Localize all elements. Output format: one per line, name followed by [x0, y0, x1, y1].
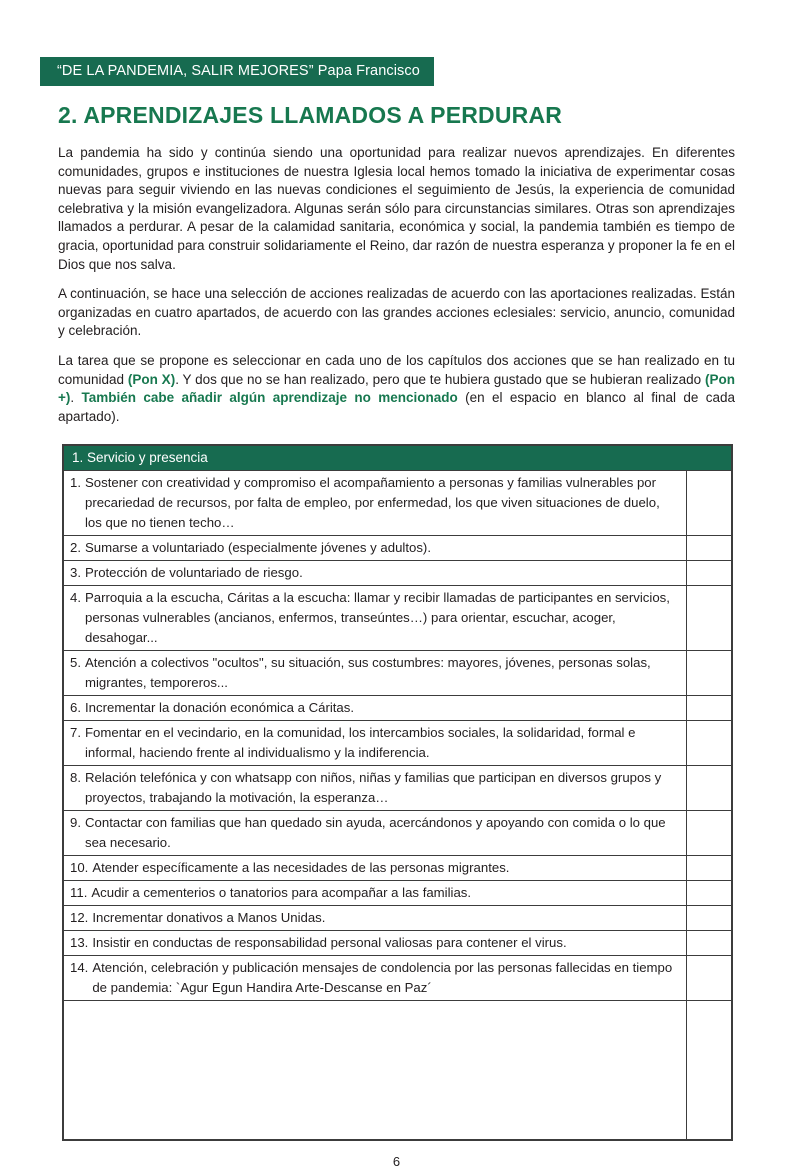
row-number: 5.	[70, 654, 81, 670]
row-number: 10.	[70, 859, 89, 875]
row-text-cell	[64, 561, 686, 585]
row-text-cell	[64, 536, 686, 560]
table-row	[64, 535, 731, 560]
row-text: Protección de voluntariado de riesgo.	[85, 564, 303, 580]
checkbox-cell[interactable]	[686, 881, 731, 905]
row-text-cell	[64, 881, 686, 905]
table-body	[64, 470, 731, 1000]
row-text-cell	[64, 471, 686, 535]
page-title: 2. APRENDIZAJES LLAMADOS A PERDURAR	[58, 102, 563, 128]
table-row	[64, 930, 731, 955]
paragraphs	[58, 144, 735, 426]
paragraph-text: La tarea que se propone es seleccionar en cada uno de los capítulos dos acciones que se han realizado en tu comunidad	[58, 352, 735, 387]
row-number: 2.	[70, 539, 81, 555]
row-number: 3.	[70, 564, 81, 580]
row-text-cell	[64, 721, 686, 765]
highlight-text: (Pon X)	[127, 371, 176, 387]
row-number: 8.	[70, 769, 81, 785]
row-text: Incrementar la donación económica a Cáritas.	[85, 699, 355, 715]
checkbox-cell[interactable]	[686, 1001, 731, 1139]
table-row	[64, 470, 731, 535]
checkbox-cell[interactable]	[686, 906, 731, 930]
table-row	[64, 880, 731, 905]
row-number: 4.	[70, 589, 81, 605]
row-text: Relación telefónica y con whatsapp con niños, niñas y familias que participan en diversos grupos y proyectos, trabajando la motivación, la esperanza…	[85, 769, 662, 805]
row-text: Sostener con creatividad y compromiso el acompañamiento a personas y familias vulnerables por precariedad de recursos, por falta de empleo, por enfermedad, los que viven situaciones de duelo, los que no tienen techo…	[85, 474, 660, 530]
header-banner-text: “DE LA PANDEMIA, SALIR MEJORES” Papa Francisco	[57, 63, 420, 79]
row-text-cell	[64, 651, 686, 695]
blank-write-in-area[interactable]	[64, 1001, 686, 1139]
checkbox-cell[interactable]	[686, 811, 731, 855]
checkbox-cell[interactable]	[686, 471, 731, 535]
row-text-cell	[64, 931, 686, 955]
row-number: 1.	[70, 474, 81, 490]
table-row	[64, 585, 731, 650]
paragraph-text: . Y dos que no se han realizado, pero que te hubiera gustado que se hubieran realizado	[175, 371, 705, 387]
checkbox-cell[interactable]	[686, 651, 731, 695]
row-text-cell	[64, 766, 686, 810]
row-text: Atención a colectivos "ocultos", su situación, sus costumbres: mayores, jóvenes, personas solas, migrantes, temporeros...	[85, 654, 651, 690]
header-banner	[40, 57, 434, 86]
paragraph-text: A continuación, se hace una selección de acciones realizadas de acuerdo con las aportaciones realizadas. Están organizadas en cuatro apartados, de acuerdo con las grandes acciones eclesiales: servicio, anuncio, comunidad y celebración.	[58, 286, 735, 339]
table-section-header	[64, 446, 731, 470]
row-text: Acudir a cementerios o tanatorios para acompañar a las familias.	[91, 884, 472, 900]
row-number: 7.	[70, 724, 81, 740]
checkbox-cell[interactable]	[686, 956, 731, 1000]
table-section-header-label: 1. Servicio y presencia	[72, 450, 208, 466]
table-row	[64, 720, 731, 765]
row-text-cell	[64, 586, 686, 650]
checkbox-cell[interactable]	[686, 586, 731, 650]
highlight-text: (Pon +)	[58, 371, 735, 406]
paragraph-text: La pandemia ha sido y continúa siendo una oportunidad para realizar nuevos aprendizajes. En diferentes comunidades, grupos e instituciones de nuestra Iglesia local hemos tomado la iniciativa de experimentar cosas nuevas para seguir viviendo en las nuevas condiciones el seguimiento de Jesús, la experiencia de comunidad celebrativa y la misión evangelizadora. Algunas serán sólo para circunstancias similares. Otras son aprendizajes llamados a perdurar. A pesar de la calamidad sanitaria, económica y social, la pandemia también es tiempo de gracia, oportunidad para construir solidariamente el Reino, dar razón de nuestra esperanza y proponer la fe en el Dios que nos salva.	[58, 145, 735, 272]
checkbox-cell[interactable]	[686, 721, 731, 765]
table-row	[64, 855, 731, 880]
row-text: Insistir en conductas de responsabilidad personal valiosas para contener el virus.	[92, 934, 567, 950]
row-number: 14.	[70, 959, 89, 975]
row-number: 11.	[70, 884, 88, 900]
row-number: 12.	[70, 909, 89, 925]
row-text: Atender específicamente a las necesidades de las personas migrantes.	[92, 859, 510, 875]
table-row	[64, 765, 731, 810]
table-row	[64, 695, 731, 720]
checkbox-cell[interactable]	[686, 856, 731, 880]
table-row	[64, 560, 731, 585]
page-number: 6	[392, 1154, 401, 1169]
row-number: 13.	[70, 934, 89, 950]
paragraph	[58, 144, 735, 274]
row-text: Incrementar donativos a Manos Unidas.	[92, 909, 326, 925]
row-number: 9.	[70, 814, 81, 830]
paragraph-text: .	[70, 390, 82, 406]
row-text: Sumarse a voluntariado (especialmente jóvenes y adultos).	[85, 539, 431, 555]
questionnaire-table	[62, 444, 733, 1141]
checkbox-cell[interactable]	[686, 536, 731, 560]
paragraph-text: (en el espacio en blanco al final de cada apartado).	[58, 390, 735, 424]
row-text: Fomentar en el vecindario, en la comunidad, los intercambios sociales, la solidaridad, formal e informal, haciendo frente al individualismo y la indiferencia.	[85, 724, 636, 760]
table-row	[64, 650, 731, 695]
table-row	[64, 955, 731, 1000]
table-row	[64, 905, 731, 930]
checkbox-cell[interactable]	[686, 561, 731, 585]
row-text: Atención, celebración y publicación mensajes de condolencia por las personas fallecidas en tiempo de pandemia: `Agur Egun Handira Arte-Descanse en Paz´	[92, 959, 673, 995]
checkbox-cell[interactable]	[686, 696, 731, 720]
row-text-cell	[64, 906, 686, 930]
table-row	[64, 810, 731, 855]
row-text: Contactar con familias que han quedado sin ayuda, acercándonos y apoyando con comida o lo que sea necesario.	[85, 814, 666, 850]
paragraph	[58, 352, 735, 426]
row-text-cell	[64, 956, 686, 1000]
row-text-cell	[64, 856, 686, 880]
table-row-blank	[64, 1000, 731, 1139]
paragraph	[58, 285, 735, 341]
checkbox-cell[interactable]	[686, 931, 731, 955]
row-text-cell	[64, 696, 686, 720]
row-number: 6.	[70, 699, 81, 715]
row-text-cell	[64, 811, 686, 855]
checkbox-cell[interactable]	[686, 766, 731, 810]
highlight-text: También cabe añadir algún aprendizaje no mencionado	[81, 390, 458, 406]
row-text: Parroquia a la escucha, Cáritas a la escucha: llamar y recibir llamadas de participantes en servicios, personas vulnerables (ancianos, enfermos, transeúntes…) para orientar, escuchar, acoger, desahogar...	[85, 589, 670, 645]
